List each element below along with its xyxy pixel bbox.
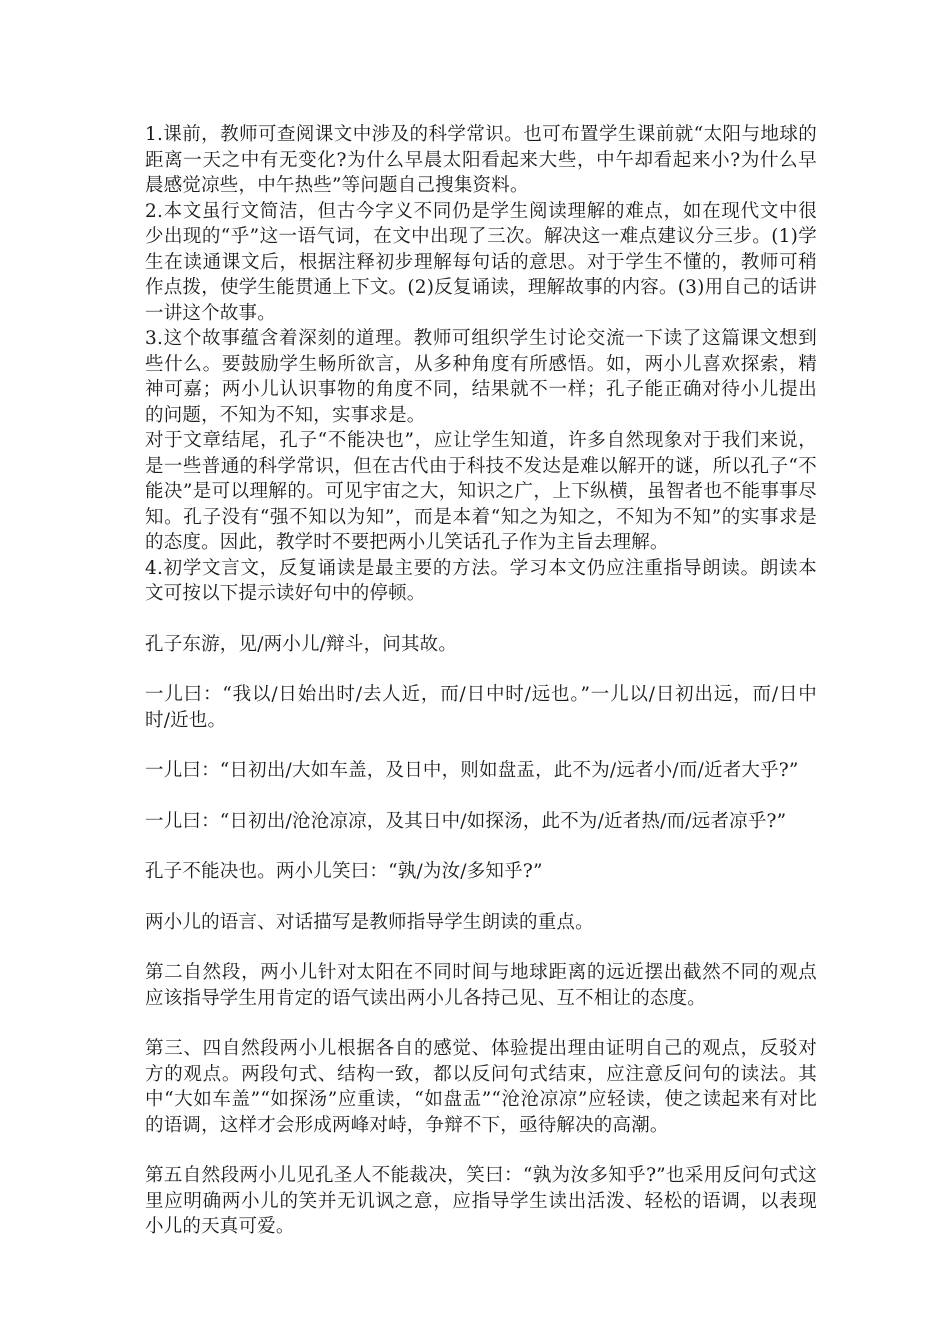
- document-body: [145, 122, 817, 1240]
- paragraph-3-continued: 对于文章结尾，孔子“不能决也”，应让学生知道，许多自然现象对于我们来说，是一些普通的科学常识，但在古代由于科技不发达是难以解开的谜，所以孔子“不能决”是可以理解的。可见宇宙之大，知识之广，上下纵横，虽智者也不能事事尽知。孔子没有“强不知以为知”，而是本着“知之为知之，不知为不知”的实事求是的态度。因此，教学时不要把两小儿笑话孔子作为主旨去理解。: [145, 430, 817, 553]
- reading-line-4: 一儿曰：“日初出/沧沧凉凉，及其日中/如探汤，此不为/近者热/而/远者凉乎?”: [145, 810, 787, 832]
- spacer: [145, 607, 817, 632]
- reading-line-2: 一儿曰：“我以/日始出时/去人近，而/日中时/远也。”一儿以/日初出远，而/日中时/近也。: [145, 684, 817, 731]
- spacer: [145, 657, 817, 682]
- spacer: [145, 1011, 817, 1036]
- paragraph-2: 2.本文虽行文简洁，但古今字义不同仍是学生阅读理解的难点，如在现代文中很少出现的“乎”这一语气词，在文中出现了三次。解决这一难点建议分三步。(1)学生在读通课文后，根据注释初步理解每句话的意思。对于学生不懂的，教师可稍作点拨，使学生能贯通上下文。(2)反复诵读，理解故事的内容。(3)用自己的话讲一讲这个故事。: [145, 200, 817, 324]
- spacer: [145, 935, 817, 960]
- guidance-paragraph-2: 第二自然段，两小儿针对太阳在不同时间与地球距离的远近摆出截然不同的观点应该指导学生用肯定的语气读出两小儿各持己见、互不相让的态度。: [145, 962, 817, 1009]
- spacer: [145, 885, 817, 910]
- guidance-paragraph-5: 第五自然段两小儿见孔圣人不能裁决，笑曰：“孰为汝多知乎?”也采用反问句式这里应明确两小儿的笑并无讥讽之意，应指导学生读出活泼、轻松的语调，以表现小儿的天真可爱。: [145, 1165, 817, 1237]
- reading-line-5: 孔子不能决也。两小儿笑曰：“孰/为汝/多知乎?”: [145, 861, 543, 882]
- paragraph-3: 3.这个故事蕴含着深刻的道理。教师可组织学生讨论交流一下读了这篇课文想到些什么。要鼓励学生畅所欲言，从多种角度有所感悟。如，两小儿喜欢探索，精神可嘉；两小儿认识事物的角度不同，结果就不一样；孔子能正确对待小儿提出的问题，不知为不知，实事求是。: [145, 328, 817, 426]
- paragraph-4: 4.初学文言文，反复诵读是最主要的方法。学习本文仍应注重指导朗读。朗读本文可按以下提示读好句中的停顿。: [145, 557, 817, 604]
- spacer: [145, 733, 817, 758]
- guidance-paragraph-3-4: 第三、四自然段两小儿根据各自的感觉、体验提出理由证明自己的观点，反驳对方的观点。两段句式、结构一致，都以反问句式结束，应注意反问句的读法。其中“大如车盖”“如探汤”应重读，“如盘盂”“沧沧凉凉”应轻读，使之读起来有对比的语调，这样才会形成两峰对峙，争辩不下，亟待解决的高潮。: [145, 1038, 817, 1136]
- spacer: [145, 834, 817, 859]
- spacer: [145, 784, 817, 809]
- reading-line-1: 孔子东游，见/两小儿/辩斗，问其故。: [145, 633, 458, 655]
- guidance-intro: 两小儿的语言、对话描写是教师指导学生朗读的重点。: [145, 911, 594, 933]
- reading-line-3: 一儿曰：“日初出/大如车盖，及日中，则如盘盂，此不为/远者小/而/近者大乎?”: [145, 760, 799, 781]
- paragraph-1: 1.课前，教师可查阅课文中涉及的科学常识。也可布置学生课前就“太阳与地球的距离一天之中有无变化?为什么早晨太阳看起来大些，中午却看起来小?为什么早晨感觉凉些，中午热些”等问题自己搜集资料。: [145, 124, 817, 196]
- spacer: [145, 1138, 817, 1163]
